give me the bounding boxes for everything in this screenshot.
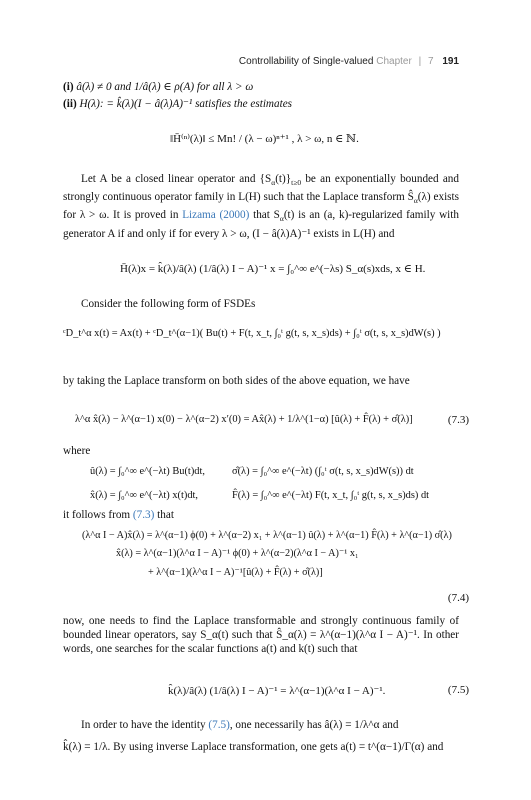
condition-i-text: â(λ) ≠ 0 and 1/â(λ) ∈ ρ(A) for all λ > ω [76, 81, 254, 93]
condition-ii-label: (ii) [63, 98, 77, 110]
equation-7-3-number: (7.3) [447, 414, 469, 426]
paragraph-3: by taking the Laplace transform on both sides of the above equation, we have [63, 375, 410, 387]
follows-line [63, 508, 174, 522]
condition-i [63, 80, 253, 94]
chapter-label: Chapter [376, 56, 412, 67]
ref-7-5-link[interactable]: (7.5) [208, 719, 230, 731]
para1-part-c: be an exponentially bounded and strongly continuous operator family in L(H) such that the Laplace transform Ŝ [63, 173, 459, 204]
equation-7-4-line3: + λ^(α−1)(λ^α I − A)⁻¹[û(λ) + F̂(λ) + σ̂(λ)] [148, 567, 323, 578]
running-header [239, 56, 459, 67]
condition-i-label: (i) [63, 81, 74, 93]
equation-7-5: k̂(λ)/â(λ) (1/â(λ) I − A)⁻¹ = λ^(α−1)(λ^α I − A)⁻¹. [168, 685, 386, 697]
equation-7-3: λ^α x̂(λ) − λ^(α−1) x(0) − λ^(α−2) x′(0) = Ax̂(λ) + 1/λ^(1−α) [û(λ) + F̂(λ) + σ̂(λ)] [75, 414, 413, 425]
follows-tail: that [154, 509, 174, 521]
equation-fsde: ᶜD_t^α x(t) = Ax(t) + ᶜD_t^(α−1)( Bu(t) + F(t, x_t, ∫₀ᵗ g(t, s, x_s)ds) + ∫₀ᵗ σ(t, s, x_s)dW(s) ) [63, 328, 441, 339]
def-sigma-hat: σ̂(λ) = ∫₀^∞ e^(−λt) (∫₀ᵗ σ(t, s, x_s)dW(s)) dt [232, 466, 414, 477]
equation-7-4-line2: x̂(λ) = λ^(α−1)(λ^α I − A)⁻¹ ϕ(0) + λ^(α−2)(λ^α I − A)⁻¹ x₁ [116, 548, 359, 559]
condition-ii [63, 97, 292, 111]
running-title: Controllability of Single-valued [238, 56, 374, 67]
def-u-hat: û(λ) = ∫₀^∞ e^(−λt) Bu(t)dt, [90, 466, 205, 477]
condition-ii-text: H(λ): = k̂(λ)(I − â(λ)A)⁻¹ satisfies the estimates [79, 98, 293, 110]
page-number: 191 [442, 56, 459, 67]
para5-part-a: In order to have the identity [81, 719, 209, 731]
def-x-hat: x̂(λ) = ∫₀^∞ e^(−λt) x(t)dt, [90, 490, 199, 501]
para5-part-b: , one necessarily has â(λ) = 1/λ^α and [229, 719, 399, 731]
header-divider: | [418, 56, 422, 67]
paragraph-2: Consider the following form of FSDEs [81, 298, 256, 310]
para1-part-b: (t)} [275, 173, 292, 185]
estimate-equation: ‖H̄⁽ⁿ⁾(λ)‖ ≤ Mn! / (λ − ω)ⁿ⁺¹ , λ > ω, n ∈ ℕ. [170, 133, 359, 145]
equation-7-4-number: (7.4) [447, 592, 469, 604]
paragraph-1: Let A be a closed linear operator and $\{S_\alpha(t)\}_{t\ge 0}$ be an exponentially bounded and strongly continuous operator family in L(H) such that the Laplace transform $Ŝ_\alpha(\lambda)$ exists for λ > ω. It is proved in Lizama (2000) that $S_\alpha(t)$ is an (a, k)-regularized family with generator A if and only if for every λ > ω, (I − â(λ)A)⁻¹ exists in L(H) and [63, 173, 460, 240]
def-f-hat: F̂(λ) = ∫₀^∞ e^(−λt) F(t, x_t, ∫₀ᵗ g(t, s, x_s)ds) dt [232, 490, 430, 501]
ref-7-3-link[interactable]: (7.3) [132, 509, 155, 521]
equation-7-4-line1: (λ^α I − A)x̂(λ) = λ^(α−1) ϕ(0) + λ^(α−2) x₁ + λ^(α−1) û(λ) + λ^(α−1) F̂(λ) + λ^(α−1) σ̂(λ) [82, 530, 452, 541]
para1-part-d: (λ) exists for λ > ω. It is proved in [63, 191, 460, 222]
para1-part-e: that S [249, 209, 280, 222]
paragraph-4: now, one needs to find the Laplace transformable and strongly continuous family of bounded linear operators, say S_α(t) such that Ŝ_α(λ) = λ^(α−1)(λ^α I − A)⁻¹. In other words, one searches for the scalar functions a(t) and k(t) such that [63, 615, 459, 655]
equation-7-5-number: (7.5) [447, 684, 469, 696]
equation-h-bar: H̄(λ)x = k̂(λ)/â(λ) (1/â(λ) I − A)⁻¹ x = ∫₀^∞ e^(−λs) S_α(s)xds, x ∈ H. [120, 263, 426, 275]
follows-text: it follows from [63, 509, 133, 521]
paragraph-5-line1 [81, 718, 399, 732]
chapter-number: 7 [427, 56, 434, 67]
paragraph-5-line2: k̂(λ) = 1/λ. By using inverse Laplace transformation, one gets a(t) = t^(α−1)/Γ(α) and [63, 741, 444, 753]
para1-part-f: (t) is an (a, k)-regularized family with generator A if and only if for every λ > ω, (I − â(λ)A)⁻¹ exists in L(H) and [63, 209, 459, 240]
where-label: where [63, 445, 91, 457]
citation-link[interactable]: Lizama (2000) [182, 209, 250, 222]
para1-part-a: Let A be a closed linear operator and {S [81, 173, 272, 185]
